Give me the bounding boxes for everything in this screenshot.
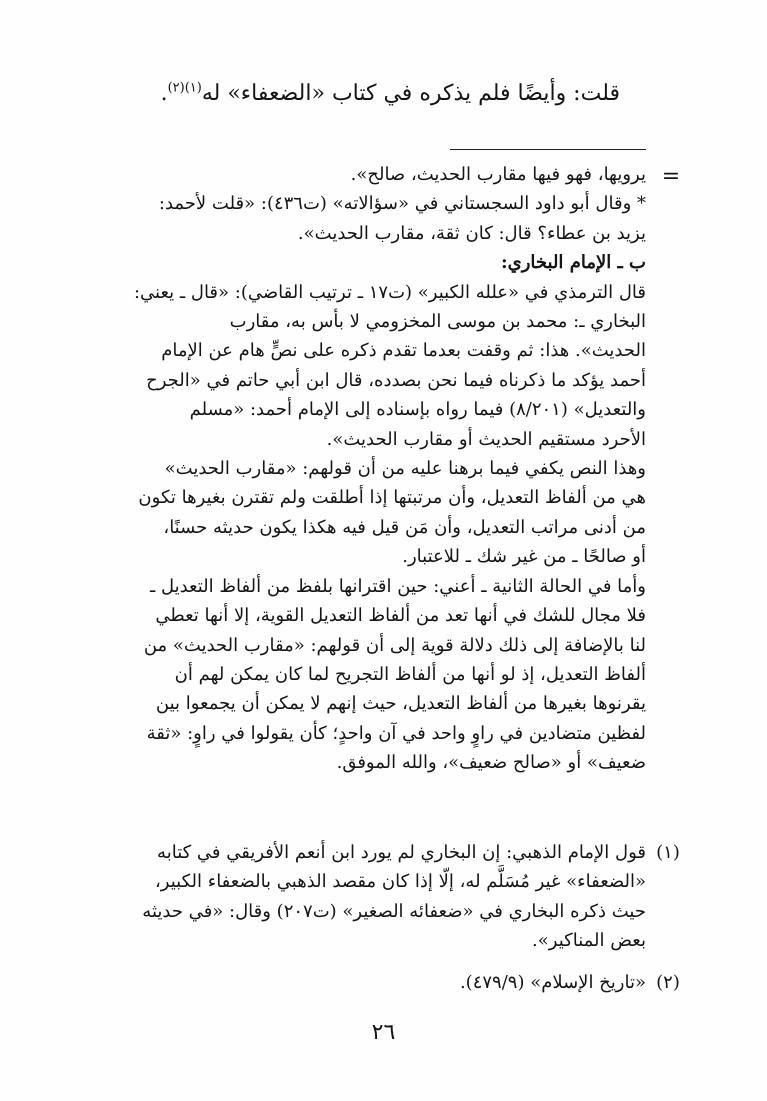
footnote-line: حيث ذكره البخاري في «ضعفائه الصغير» (ت٢٠٧) وقال: «في حديثه <box>142 900 646 922</box>
footnote-subheading: ب ـ الإمام البخاري: <box>500 252 646 274</box>
footnote-line: الأحرد مستقيم الحديث أو مقارب الحديث». <box>326 428 646 450</box>
footnote-line: «تاريخ الإسلام» (٤٧٩/٩). <box>459 972 646 993</box>
footnote-separator <box>450 149 646 150</box>
main-text-end: . <box>160 81 168 106</box>
footnote-line: الحديث». هذا: ثم وقفت بعدما تقدم ذكره على نصٍّ هام عن الإمام <box>161 340 646 362</box>
footnote-1 <box>115 838 646 956</box>
footnote-line: من أدنى مراتب التعديل، وأن مَن قيل فيه هكذا يكون حديثه حسنًا، <box>163 516 646 538</box>
footnote-line: وهذا النص يكفي فيما برهنا عليه من أن قولهم: «مقارب الحديث» <box>164 458 646 480</box>
footnote-line: لفظين متضادين في راوٍ واحد في آن واحدٍ؛ كأن يقولوا في راوٍ: «ثقة <box>146 722 646 744</box>
footnote-line: لنا بالإضافة إلى ذلك دلالة قوية إلى أن قولهم: «مقارب الحديث» من <box>143 634 646 656</box>
continuation-mark: = <box>661 164 681 189</box>
continued-footnote <box>115 160 646 778</box>
page-number: ٢٦ <box>371 1020 396 1045</box>
footnote-line: وأما في الحالة الثانية ـ أعني: حين اقترانها بلفظ من ألفاظ التعديل ـ <box>149 575 646 597</box>
main-text-line: قلت: وأيضًا فلم يذكره في كتاب «الضعفاء» له <box>201 81 620 106</box>
footnote-line: بعض المناكير». <box>532 930 646 952</box>
footnote-line: قول الإمام الذهبي: إن البخاري لم يورد ابن أنعم الأفريقي في كتابه <box>157 842 646 863</box>
footnote-number: (٢) <box>656 972 680 993</box>
footnote-line: قال الترمذي في «علله الكبير» (ت١٧ ـ ترتيب القاضي): «قال ـ يعني: <box>133 281 646 303</box>
footnote-line: ضعيف» أو «صالح ضعيف»، والله الموفق. <box>336 752 646 774</box>
footnote-line: أو صالحًا ـ من غير شك ـ للاعتبار. <box>402 546 646 568</box>
footnote-2 <box>115 968 646 997</box>
footnote-line: البخاري ـ: محمد بن موسى المخزومي لا بأس به، مقارب <box>229 311 646 333</box>
footnote-line: ألفاظ التعديل، إذ لو أنها من ألفاظ التجريح لما كان يمكن لهم أن <box>174 663 646 685</box>
main-text <box>70 74 620 114</box>
footnote-line: يقرنوها بغيرها من ألفاظ التعديل، حيث إنهم لا يمكن أن يجمعوا بين <box>155 693 646 715</box>
footnote-line: يرويها، فهو فيها مقارب الحديث، صالح». <box>350 164 646 185</box>
footnote-refs: (١)(٢) <box>167 80 202 96</box>
footnote-line: * وقال أبو داود السجستاني في «سؤالاته» (ت٤٣٦): «قلت لأحمد: <box>158 193 646 215</box>
footnote-line: يزيد بن عطاء؟ قال: كان ثقة، مقارب الحديث». <box>297 222 646 244</box>
footnote-line: «الضعفاء» غير مُسَلَّم له، إلّا إذا كان مقصد الذهبي بالضعفاء الكبير، <box>154 871 646 893</box>
footnote-line: أحمد يؤكد ما ذكرناه فيما نحن بصدده، قال ابن أبي حاتم في «الجرح <box>146 369 646 391</box>
footnote-line: والتعديل» (٨/٢٠١) فيما رواه بإسناده إلى الإمام أحمد: «مسلم <box>189 399 646 421</box>
footnote-number: (١) <box>656 842 680 863</box>
footnote-line: هي من ألفاظ التعديل، وأن مرتبتها إذا أطلقت ولم تقترن بغيرها تكون <box>138 487 646 509</box>
footnote-line: فلا مجال للشك في أنها تعد من ألفاظ التعديل القوية، إلا أنها تعطي <box>155 605 646 627</box>
